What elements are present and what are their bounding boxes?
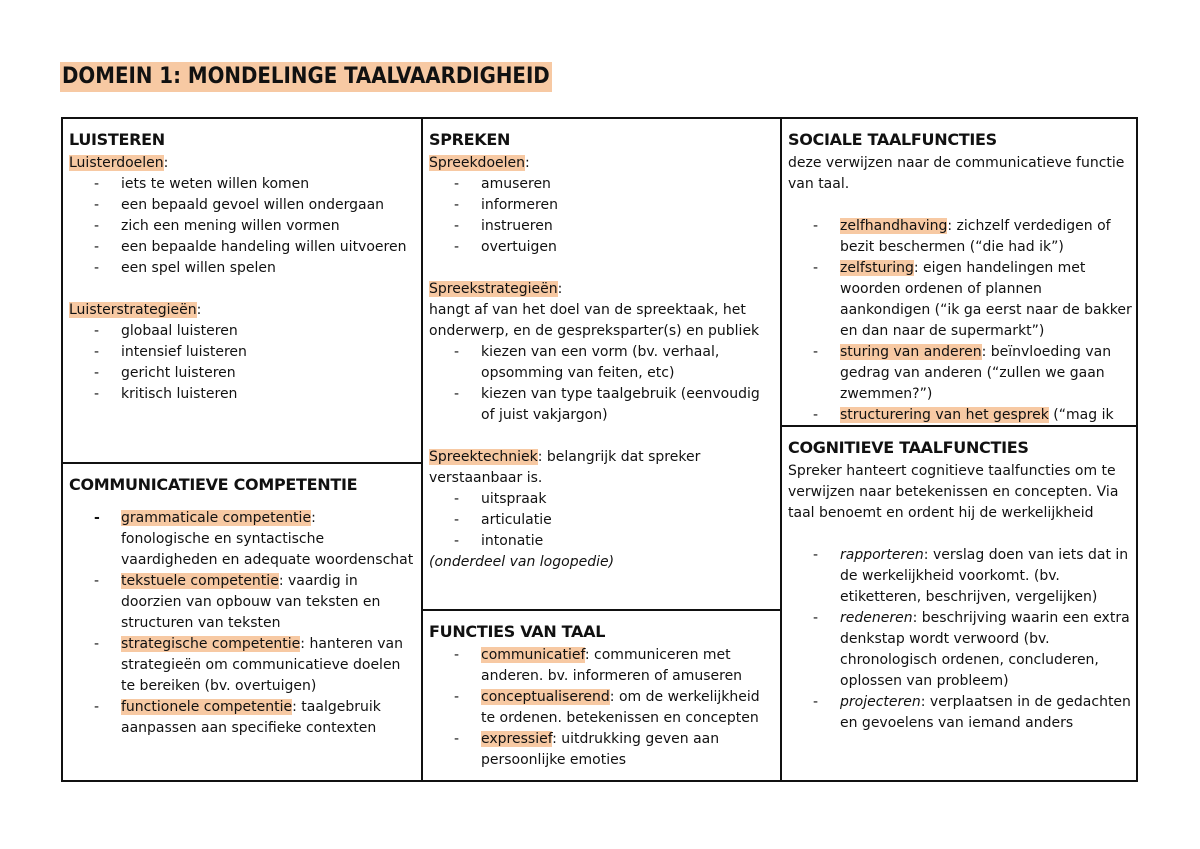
- spreekdoelen-list: [429, 174, 774, 258]
- list-item: - amuseren: [454, 176, 551, 192]
- list-item: - intensief luisteren: [94, 344, 247, 360]
- list-item: - zelfsturing: eigen handelingen met woorden ordenen of plannen aankondigen (“ik ga eerst naar de bakker en dan naar de supermarkt”): [813, 260, 1132, 339]
- list-item: - strategische competentie: hanteren van strategieën om communicatieve doelen te bereiken (bv. overtuigen): [94, 636, 404, 694]
- list-item: - kiezen van een vorm (bv. verhaal, opsomming van feiten, etc): [454, 344, 720, 381]
- luisterdoelen-label: Luisterdoelen: [69, 155, 164, 171]
- spreken-heading: SPREKEN: [429, 130, 511, 149]
- list-item: - informeren: [454, 197, 558, 213]
- luisterstrategieen-list: [69, 321, 415, 405]
- list-item: - grammaticale competentie: fonologische en syntactische vaardigheden en adequate woordenschat: [94, 510, 414, 568]
- communicatieve-competentie-heading: COMMUNICATIEVE COMPETENTIE: [69, 475, 358, 494]
- luisterstrategieen-label: Luisterstrategieën: [69, 302, 197, 318]
- list-item: - een spel willen spelen: [94, 260, 276, 276]
- spreekstrategieen-intro: hangt af van het doel van de spreektaak, het onderwerp, en de gespreksparter(s) en publiek: [429, 302, 760, 339]
- list-item: - overtuigen: [454, 239, 557, 255]
- list-item: - functionele competentie: taalgebruik aanpassen aan specifieke contexten: [94, 699, 381, 736]
- list-item: - intonatie: [454, 533, 544, 549]
- communicatieve-competentie-section: [63, 462, 421, 782]
- list-item: - zich een mening willen vormen: [94, 218, 340, 234]
- spreekdoelen-label: Spreekdoelen: [429, 155, 525, 171]
- list-item: - projecteren: verplaatsen in de gedachten en gevoelens van iemand anders: [813, 694, 1131, 731]
- luisteren-heading: LUISTEREN: [69, 130, 165, 149]
- list-item: - zelfhandhaving: zichzelf verdedigen of bezit beschermen (“die had ik”): [813, 218, 1111, 255]
- sociale-taalfuncties-heading: SOCIALE TAALFUNCTIES: [788, 130, 997, 149]
- cognitieve-taalfuncties-intro: Spreker hanteert cognitieve taalfuncties om te verwijzen naar betekenissen en concepten. Via taal benoemt en ordent hij de werkelijkheid: [788, 463, 1119, 521]
- spreekstrategieen-label: Spreekstrategieën: [429, 281, 558, 297]
- sociale-taalfuncties-section: [780, 119, 1138, 427]
- list-item: - articulatie: [454, 512, 552, 528]
- list-item: - communicatief: communiceren met anderen. bv. informeren of amuseren: [454, 647, 743, 684]
- spreektechniek-label: Spreektechniek: [429, 449, 538, 465]
- list-item: - kiezen van type taalgebruik (eenvoudig of juist vakjargon): [454, 386, 760, 423]
- functies-van-taal-heading: FUNCTIES VAN TAAL: [429, 622, 606, 641]
- list-item: - conceptualiserend: om de werkelijkheid te ordenen. betekenissen en concepten: [454, 689, 760, 726]
- functies-van-taal-section: [421, 609, 780, 782]
- list-item: - globaal luisteren: [94, 323, 238, 339]
- list-item: - tekstuele competentie: vaardig in doorzien van opbouw van teksten en structuren van teksten: [94, 573, 381, 631]
- page-title: DOMEIN 1: MONDELINGE TAALVAARDIGHEID: [60, 62, 552, 92]
- cognitieve-taalfuncties-heading: COGNITIEVE TAALFUNCTIES: [788, 438, 1029, 457]
- list-item: - uitspraak: [454, 491, 547, 507]
- list-item: - kritisch luisteren: [94, 386, 238, 402]
- list-item: - sturing van anderen: beïnvloeding van gedrag van anderen (“zullen we gaan zwemmen?”): [813, 344, 1112, 402]
- competentie-list: [69, 508, 415, 739]
- list-item: - gericht luisteren: [94, 365, 236, 381]
- cognitieve-taalfuncties-section: [780, 425, 1138, 782]
- content-grid: [61, 117, 1138, 782]
- luisteren-section: LUISTEREN Luisterdoelen: - iets te weten willen komen - een bepaald gevoel willen ondergaan - zich een mening willen vormen - een bepaalde handeling willen uitvoeren - een spel willen spelen Luisterstrategieën: - globaal luisteren - intensief luisteren - gericht luisteren - kritisch luisteren: [63, 119, 421, 464]
- list-item: - een bepaald gevoel willen ondergaan: [94, 197, 385, 213]
- spreekstrategieen-list: [429, 342, 774, 426]
- list-item: - een bepaalde handeling willen uitvoeren: [94, 239, 407, 255]
- spreektechniek-list: [429, 489, 774, 552]
- sociale-list: [788, 216, 1132, 427]
- list-item: - instrueren: [454, 218, 553, 234]
- spreektechniek-note: (onderdeel van logopedie): [429, 554, 615, 570]
- functies-list: [429, 645, 774, 771]
- list-item: - iets te weten willen komen: [94, 176, 310, 192]
- list-item: - redeneren: beschrijving waarin een extra denkstap wordt verwoord (bv. chronologisch ordenen, concluderen, oplossen van probleem): [813, 610, 1130, 689]
- list-item: - structurering van het gesprek (“mag ik: [813, 407, 1114, 423]
- list-item: - rapporteren: verslag doen van iets dat in de werkelijkheid voorkomt. (bv. etiketteren, beschrijven, vergelijken): [813, 547, 1129, 605]
- spreken-section: SPREKEN Spreekdoelen: - amuseren - informeren - instrueren - overtuigen Spreekstrategieën: hangt af van het doel van de spreektaak, het onderwerp, en de gespreksparter(s) en publiek - kiezen van een vorm (bv. verhaal, opsomming van feiten, etc) - kiezen van type taalgebruik (eenvoudig of juist vakjargon) Spreektechniek: belangrijk dat spreker verstaanbaar is. - uitspraak - articulatie - intonatie (onderdeel van logopedie): [421, 119, 780, 611]
- cognitieve-list: [788, 545, 1132, 734]
- sociale-taalfuncties-intro: deze verwijzen naar de communicatieve functie van taal.: [788, 155, 1125, 192]
- luisterdoelen-list: [69, 174, 415, 279]
- list-item: - expressief: uitdrukking geven aan persoonlijke emoties: [454, 731, 720, 768]
